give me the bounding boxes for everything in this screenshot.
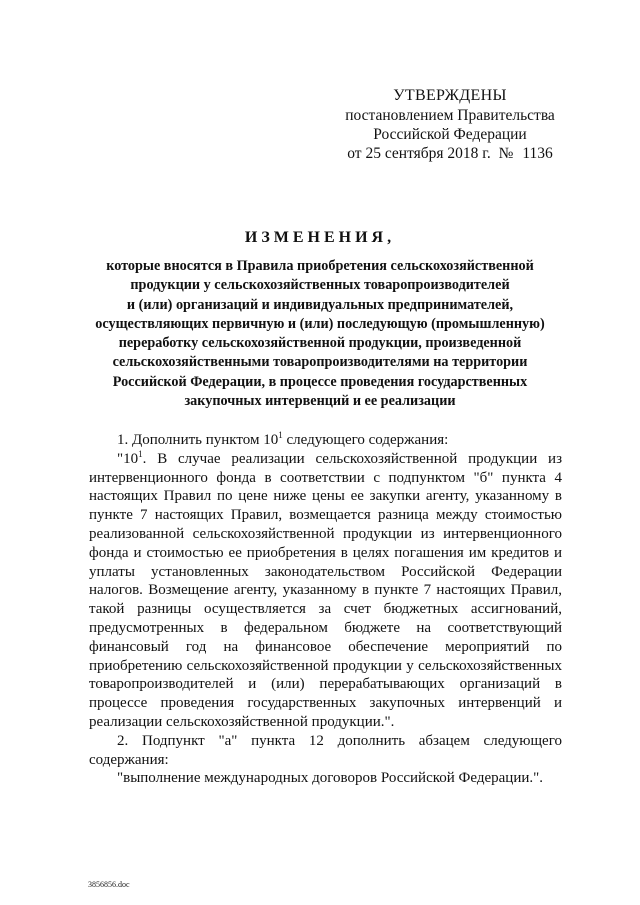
superscript: 1 <box>138 448 143 459</box>
subtitle-line: осуществляющих первичную и (или) последующую (промышленную) <box>95 315 545 332</box>
item-1-text: 1. Дополнить пунктом 10 <box>117 432 279 448</box>
approval-date: от 25 сентября 2018 г. <box>347 145 491 162</box>
approval-line-decree: постановлением Правительства <box>345 107 555 124</box>
item-1-quote <box>89 450 562 732</box>
subtitle-line: Российской Федерации, в процессе проведения государственных <box>112 373 528 390</box>
document-body <box>89 431 562 788</box>
subtitle-line: продукции у сельскохозяйственных товаропроизводителей <box>130 277 510 294</box>
approval-stamp <box>330 86 570 163</box>
approval-line-federation: Российской Федерации <box>373 126 527 143</box>
subtitle-line: сельскохозяйственными товаропроизводителями на территории <box>112 354 528 371</box>
subtitle-line: переработку сельскохозяйственной продукции, произведенной <box>118 335 522 352</box>
approval-number-sign: № <box>498 145 514 162</box>
subtitle-line: и (или) организаций и индивидуальных предпринимателей, <box>126 296 514 313</box>
item-2: 2. Подпункт "а" пункта 12 дополнить абзацем следующего содержания: <box>89 732 562 768</box>
subtitle-line: которые вносятся в Правила приобретения сельскохозяйственной <box>106 258 534 274</box>
quote-open: "10 <box>117 450 139 467</box>
item-1-text-end: следующего содержания: <box>282 432 449 448</box>
file-name: 3856856.doc <box>88 880 130 889</box>
approval-date-line <box>330 144 570 163</box>
item-1-intro <box>89 431 562 450</box>
item-2-quote: "выполнение международных договоров Российской Федерации.". <box>117 770 543 787</box>
document-subtitle <box>80 257 560 411</box>
superscript: 1 <box>278 430 283 440</box>
approval-number: 1136 <box>522 145 553 162</box>
quote-text: . В случае реализации сельскохозяйственной продукции из интервенционного фонда в соответствии с подпунктом "б" пункта 4 настоящих Правил по цене ниже цены ее закупки агенту, указанному в пункте 7 настоящих Правил, возмещается разница между стоимостью реализованной сельскохозяйственной продукции из интервенционного фонда и стоимостью ее приобретения в целях погашения им кредитов и уплаты установленных законодательством Российской Федерации налогов. Возмещение агенту, указанному в пункте 7 настоящих Правил, такой разницы осуществляется за счет бюджетных ассигнований, предусмотренных в федеральном бюджете на соответствующий финансовый год на финансовое обеспечение мероприятий по приобретению сельскохозяйственной продукции у сельскохозяйственных товаропроизводителей и (или) перерабатывающих организаций в процессе проведения государственных закупочных интервенций и реализации сельскохозяйственной продукции.". <box>89 450 562 730</box>
document-title: ИЗМЕНЕНИЯ, <box>244 229 396 246</box>
approval-heading: УТВЕРЖДЕНЫ <box>393 87 507 104</box>
subtitle-line: закупочных интервенций и ее реализации <box>184 393 456 410</box>
